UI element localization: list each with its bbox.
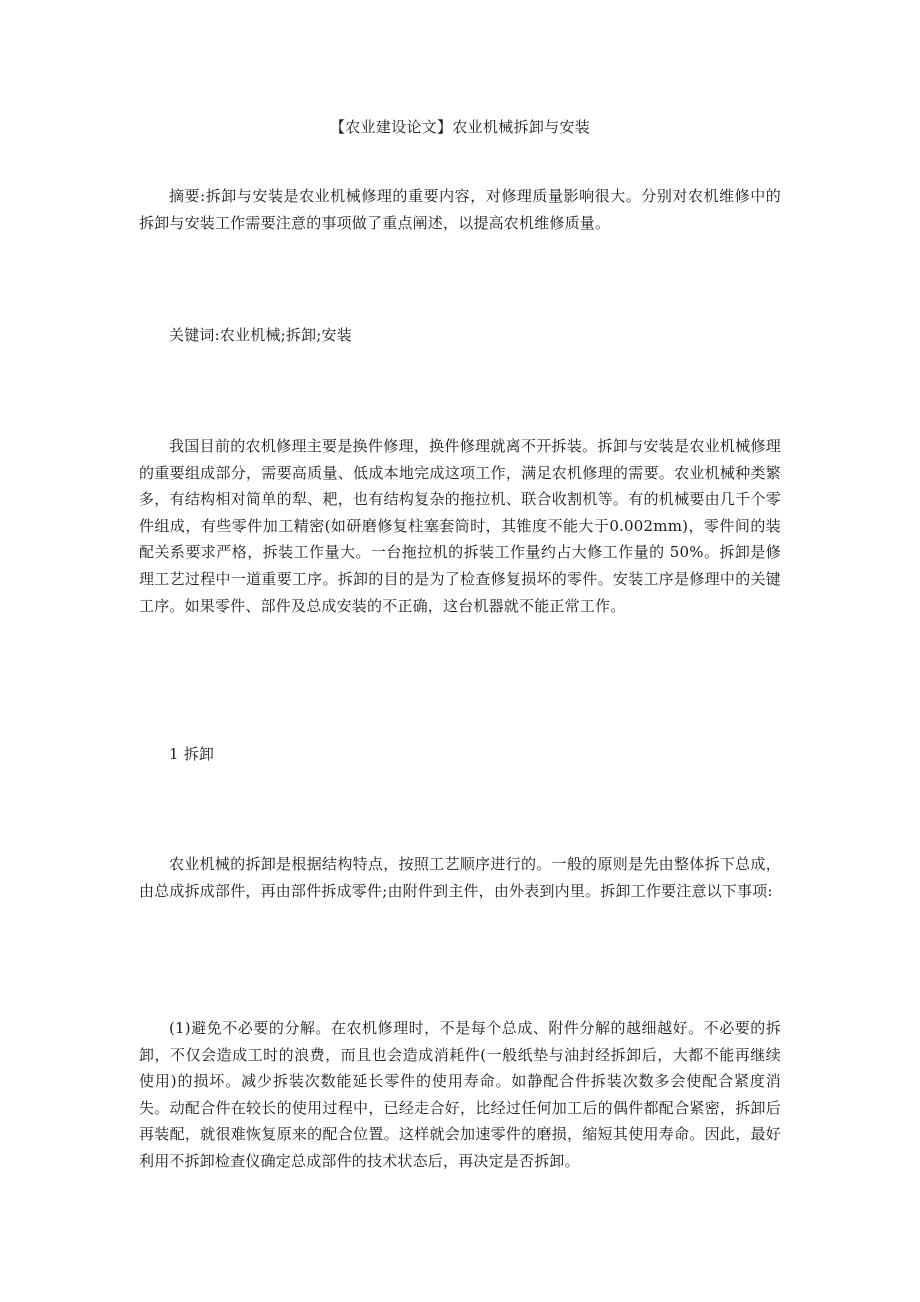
intro-paragraph: 我国目前的农机修理主要是换件修理，换件修理就离不开拆装。拆卸与安装是农业机械修理的重要组成部分，需要高质量、低成本地完成这项工作，满足农机修理的需要。农业机械种类繁多，有结构相对简单的犁、耙，也有结构复杂的拖拉机、联合收割机等。有的机械要由几千个零件组成，有些零件加工精密(如研磨修复柱塞套筒时，其锥度不能大于0.002mm)，零件间的装配关系要求严格，拆装工作量大。一台拖拉机的拆装工作量约占大修工作量的 50%。拆卸是修理工艺过程中一道重要工序。拆卸的目的是为了检查修复损坏的零件。安装工序是修理中的关键工序。如果零件、部件及总成安装的不正确，这台机器就不能正常工作。 xyxy=(139,437,781,615)
document-title: 【农业建设论文】农业机械拆卸与安装 xyxy=(329,118,591,136)
disassembly-intro-paragraph: 农业机械的拆卸是根据结构特点，按照工艺顺序进行的。一般的原则是先由整体拆下总成，由总成拆成部件，再由部件拆成零件;由附件到主件，由外表到内里。拆卸工作要注意以下事项: xyxy=(139,855,781,900)
disassembly-item-1-paragraph: (1)避免不必要的分解。在农机修理时，不是每个总成、附件分解的越细越好。不必要的拆卸，不仅会造成工时的浪费，而且也会造成消耗件(一般纸垫与油封经拆卸后，大都不能再继续使用)的损坏。减少拆装次数能延长零件的使用寿命。如静配合件拆装次数多会使配合紧度消失。动配合件在较长的使用过程中，已经走合好，比经过任何加工后的偶件都配合紧密，拆卸后再装配，就很难恢复原来的配合位置。这样就会加速零件的磨损，缩短其使用寿命。因此，最好利用不拆卸检查仪确定总成部件的技术状态后，再决定是否拆卸。 xyxy=(139,1019,781,1170)
keywords-paragraph: 关键词:农业机械;拆卸;安装 xyxy=(169,326,352,344)
abstract-paragraph: 摘要:拆卸与安装是农业机械修理的重要内容，对修理质量影响很大。分别对农机维修中的拆卸与安装工作需要注意的事项做了重点阐述，以提高农机维修质量。 xyxy=(139,187,781,232)
section-heading-disassembly: 1 拆卸 xyxy=(169,745,215,763)
